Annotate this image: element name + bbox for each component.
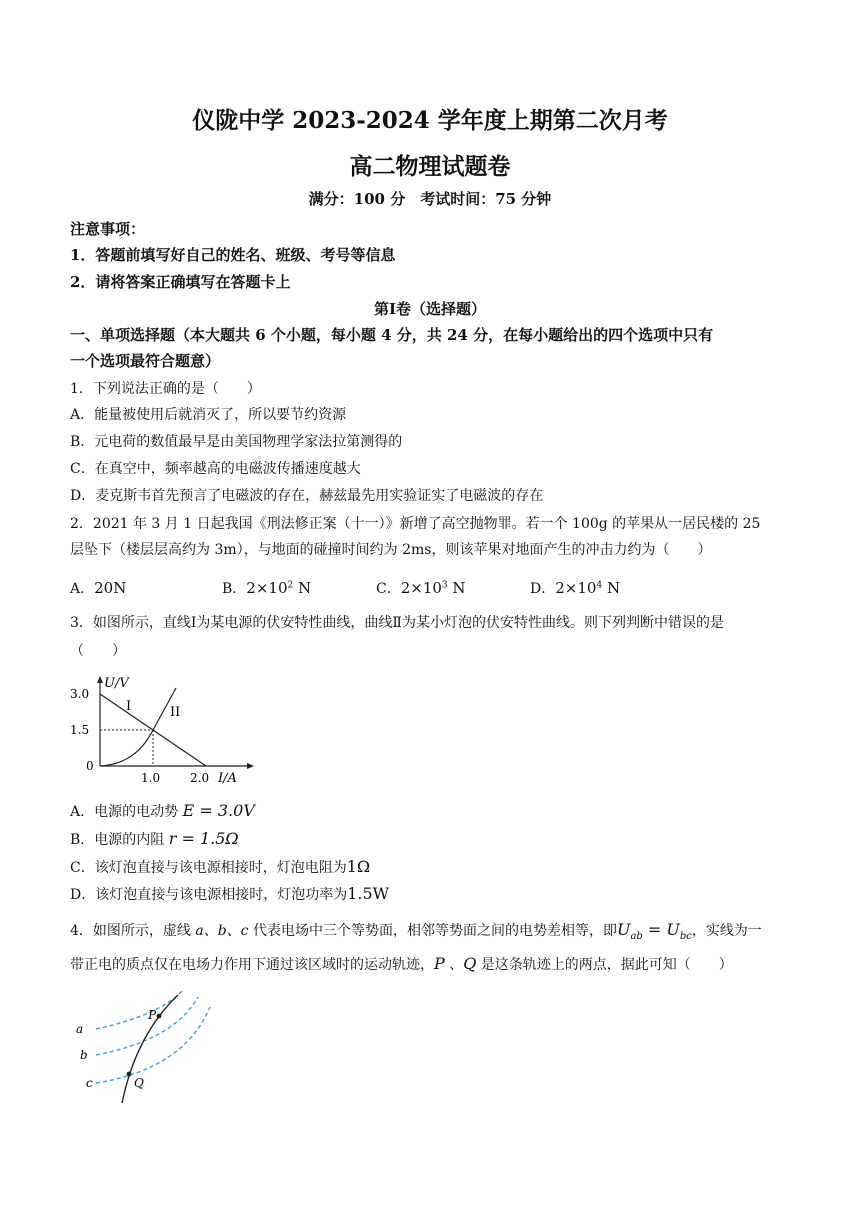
point-q-label: Q bbox=[134, 1076, 144, 1090]
q2-option-c: C．$2\times 10^3$ N bbox=[376, 579, 466, 597]
curve-label-i: I bbox=[126, 699, 132, 714]
note-item: 2．请将答案正确填写在答题卡上 bbox=[70, 273, 291, 291]
q4-field-figure bbox=[66, 985, 226, 1110]
q2-option-b: B．$2\times 10^2$ N bbox=[222, 579, 312, 597]
q1-option-d: D．麦克斯韦首先预言了电磁波的存在，赫兹最先用实验证实了电磁波的存在 bbox=[70, 488, 544, 504]
notes-heading: 注意事项： bbox=[70, 220, 146, 238]
y-tick-label: 1.5 bbox=[70, 723, 90, 737]
q1-option-c: C．在真空中，频率越高的电磁波传播速度越大 bbox=[70, 461, 361, 477]
point-p-label: P bbox=[148, 1008, 157, 1022]
q3-stem-line2: （ ） bbox=[70, 643, 126, 659]
q2-stem-line1: 2．2021 年 3 月 1 日起我国《刑法修正案（十一）》新增了高空抛物罪。若一个 100g 的苹果从一居民楼的 25 bbox=[70, 516, 761, 532]
y-axis-arrow bbox=[97, 676, 103, 683]
equipotential-a bbox=[96, 989, 184, 1029]
y-tick-label: 3.0 bbox=[70, 687, 90, 701]
exam-meta: 满分：100 分 考试时间：75 分钟 bbox=[308, 190, 552, 208]
q2-option-a: A．20N bbox=[70, 579, 127, 597]
surface-label-b: b bbox=[80, 1048, 88, 1062]
q3-stem-line1: 3．如图所示，直线Ⅰ为某电源的伏安特性曲线，曲线Ⅱ为某小灯泡的伏安特性曲线。则下列判断中错误的是 bbox=[70, 615, 724, 631]
bulb-curve-ii bbox=[100, 688, 176, 766]
point-p-dot bbox=[157, 1014, 162, 1019]
y-tick-label: 0 bbox=[86, 759, 94, 773]
y-axis-label: U/V bbox=[104, 676, 129, 691]
exam-subtitle: 高二物理试题卷 bbox=[349, 153, 511, 180]
section-heading-cont: 一个选项最符合题意） bbox=[70, 352, 221, 370]
q4-stem-line2: 带正电的质点仅在电场力作用下通过该区域时的运动轨迹，P 、Q 是这条轨迹上的两点，据此可知（ ） bbox=[70, 954, 733, 973]
q4-stem-line1: 4．如图所示，虚线 a、b、c 代表电场中三个等势面，相邻等势面之间的电势差相等，即$U_{ab} = U_{bc}$，实线为一 bbox=[70, 920, 762, 942]
q3-iv-graph bbox=[66, 672, 266, 792]
x-axis-label: I/A bbox=[218, 771, 237, 786]
x-tick-label: 2.0 bbox=[190, 771, 210, 785]
section-heading: 一、单项选择题（本大题共 6 个小题，每小题 4 分，共 24 分，在每小题给出的四个选项中只有 bbox=[70, 326, 714, 344]
surface-label-c: c bbox=[86, 1076, 93, 1090]
q2-stem-line2: 层坠下（楼层层高约为 3m），与地面的碰撞时间约为 2ms，则该苹果对地面产生的冲击力约为（ ） bbox=[70, 542, 712, 558]
surface-label-a: a bbox=[76, 1022, 84, 1036]
part-title: 第Ⅰ卷（选择题） bbox=[373, 300, 487, 318]
q1-option-b: B．元电荷的数值最早是由美国物理学家法拉第测得的 bbox=[70, 434, 403, 450]
x-axis-arrow bbox=[247, 763, 254, 769]
exam-title: 仪陇中学 2023-2024 学年度上期第二次月考 bbox=[192, 107, 668, 134]
curve-label-ii: II bbox=[170, 705, 181, 720]
q3-option-d: D．该灯泡直接与该电源相接时，灯泡功率为1.5W bbox=[70, 884, 390, 903]
q2-option-d: D．$2\times 10^4$ N bbox=[530, 579, 621, 597]
q3-option-b: B．电源的内阻 r = 1.5Ω bbox=[70, 829, 239, 848]
q3-option-a: A．电源的电动势 E = 3.0V bbox=[70, 801, 255, 820]
q1-stem: 1．下列说法正确的是（ ） bbox=[70, 381, 261, 397]
q3-option-c: C．该灯泡直接与该电源相接时，灯泡电阻为1Ω bbox=[70, 857, 371, 876]
q1-option-a: A．能量被使用后就消灭了，所以要节约资源 bbox=[70, 407, 347, 423]
x-tick-label: 1.0 bbox=[141, 771, 161, 785]
note-item: 1．答题前填写好自己的姓名、班级、考号等信息 bbox=[70, 246, 396, 264]
point-q-dot bbox=[127, 1072, 132, 1077]
